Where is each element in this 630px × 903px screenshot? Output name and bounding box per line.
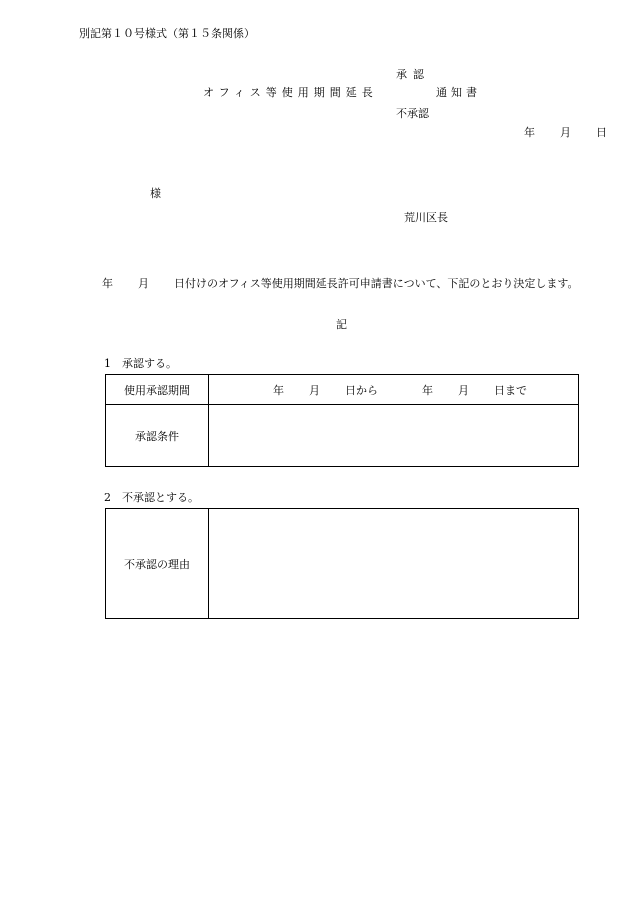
approval-table <box>105 374 579 467</box>
issue-date-day: 日 <box>596 126 607 139</box>
form-number: 別記第１０号様式（第１５条関係） <box>79 27 255 40</box>
disapproval-table <box>105 508 579 619</box>
ki-heading: 記 <box>336 318 347 331</box>
period-from-month: 月 <box>309 383 320 397</box>
conditions-value[interactable] <box>209 405 579 467</box>
period-from-year: 年 <box>273 383 284 397</box>
conditions-label: 承認条件 <box>106 405 209 467</box>
title-approve: 承認 <box>396 68 430 81</box>
issue-date <box>524 126 607 140</box>
issue-date-year: 年 <box>524 126 535 139</box>
issuer-name: 荒川区長 <box>404 211 448 224</box>
reason-row <box>106 509 579 619</box>
period-row <box>106 375 579 405</box>
reason-value[interactable] <box>209 509 579 619</box>
period-value <box>209 375 579 405</box>
body-year: 年 <box>102 277 113 290</box>
section2-heading: 2 不承認とする。 <box>104 491 199 504</box>
body-text: 日付けのオフィス等使用期間延長許可申請書について、下記のとおり決定します。 <box>174 277 579 290</box>
addressee-honorific: 様 <box>150 187 161 200</box>
period-from-day: 日から <box>345 383 378 397</box>
document-title: オフィス等使用期間延長 <box>203 86 378 99</box>
issue-date-month: 月 <box>560 126 571 139</box>
period-to-month: 月 <box>458 383 469 397</box>
body-month: 月 <box>138 277 149 290</box>
period-to-year: 年 <box>422 383 433 397</box>
period-to-day: 日まで <box>494 383 527 397</box>
period-label: 使用承認期間 <box>106 375 209 405</box>
reason-label: 不承認の理由 <box>106 509 209 619</box>
conditions-row <box>106 405 579 467</box>
section1-heading: 1 承認する。 <box>104 357 177 370</box>
body-paragraph <box>102 277 578 291</box>
title-notice: 通知書 <box>436 86 481 99</box>
title-disapprove: 不承認 <box>396 107 429 120</box>
